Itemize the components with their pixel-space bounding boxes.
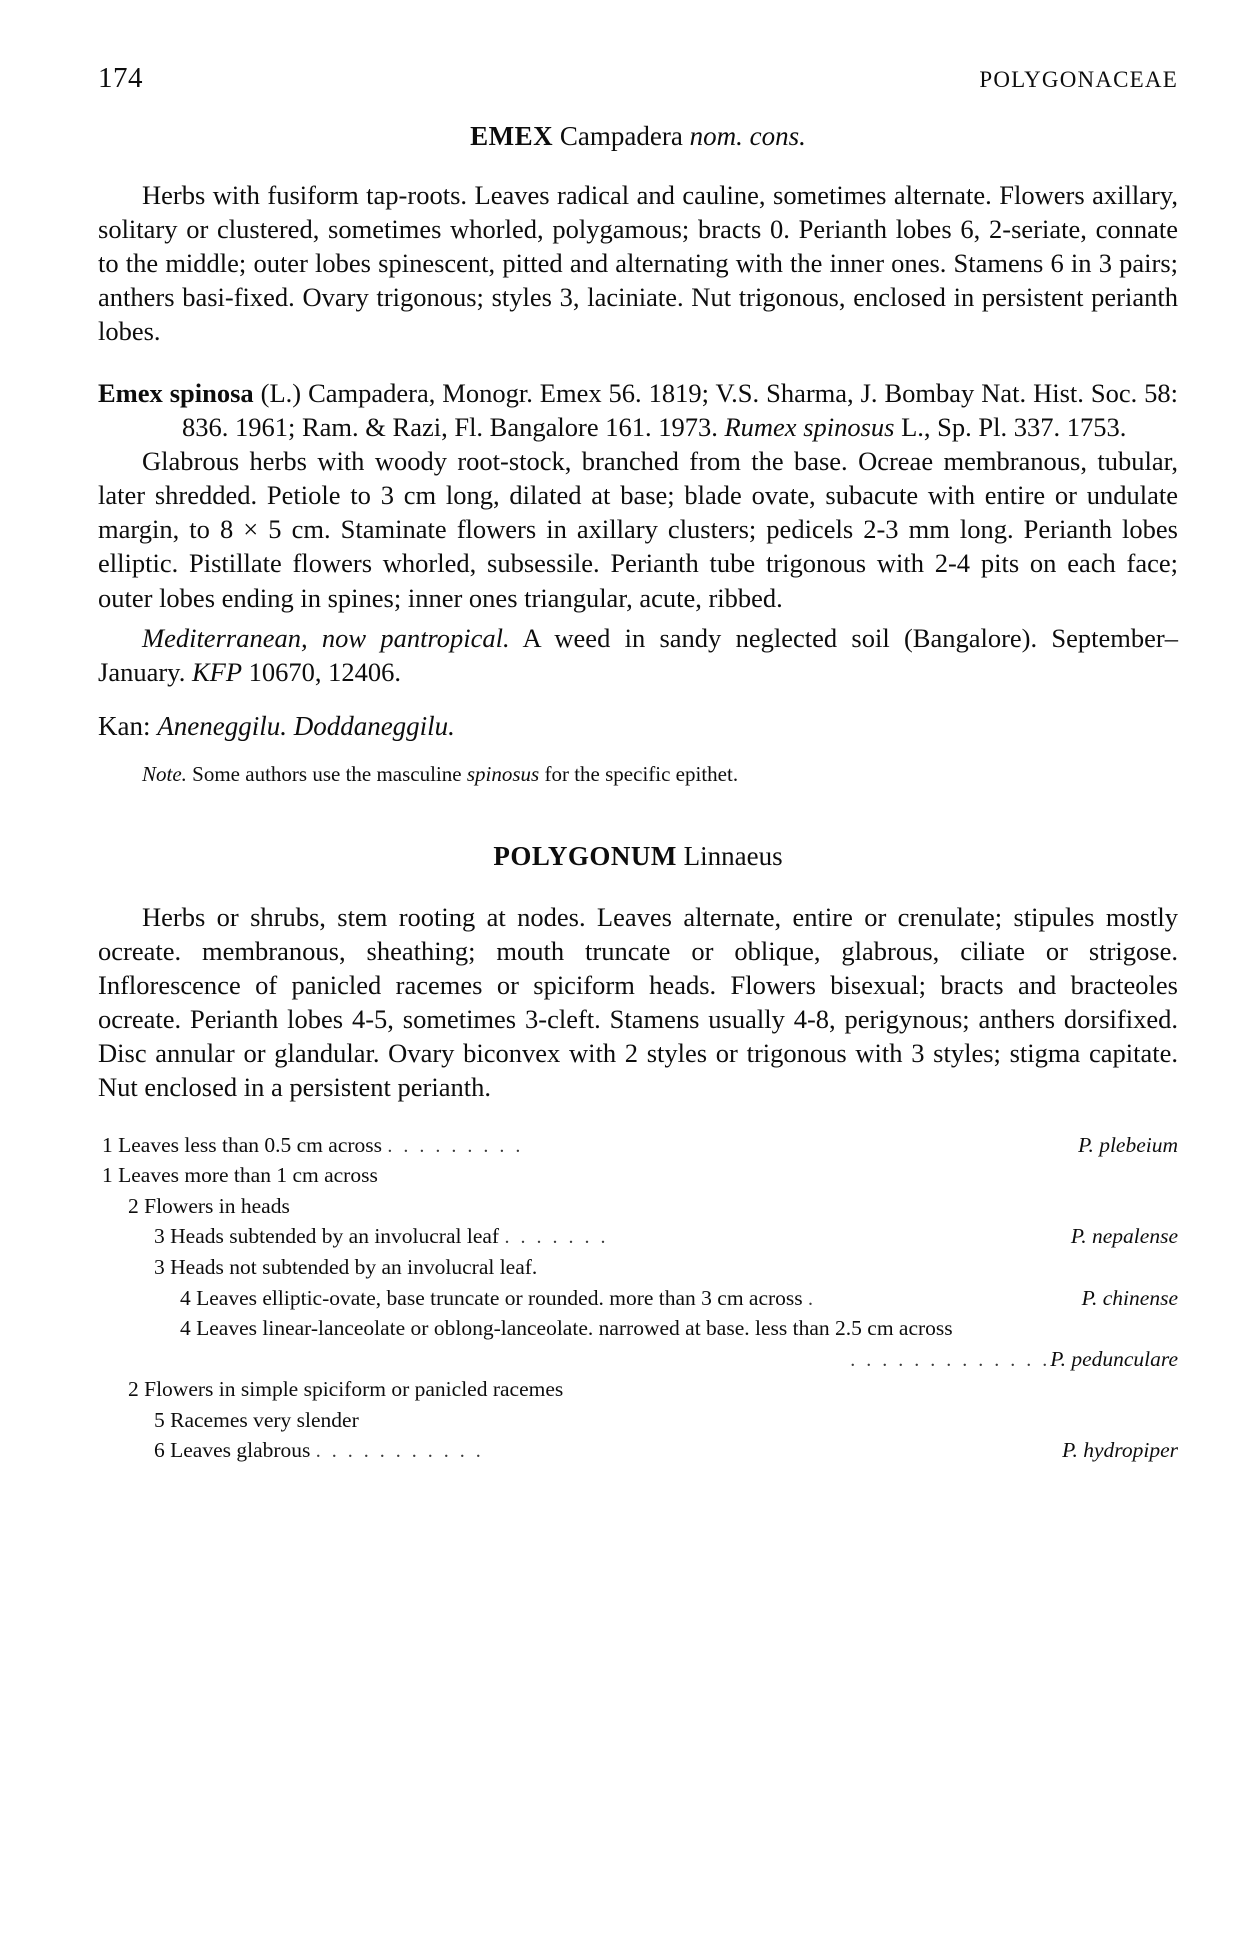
genus-heading-emex bbox=[98, 121, 1178, 152]
key-line bbox=[98, 1283, 1178, 1314]
key-line bbox=[98, 1130, 1178, 1161]
key-number: 5 bbox=[154, 1407, 165, 1432]
species-basionym-citation: L., Sp. Pl. 337. 1753. bbox=[901, 412, 1127, 443]
species-author: (L.) bbox=[260, 378, 302, 409]
key-number: 6 bbox=[154, 1438, 165, 1463]
species-distribution bbox=[98, 621, 1178, 689]
key-number: 4 bbox=[180, 1285, 191, 1310]
species-block-emex-spinosa bbox=[98, 376, 1178, 786]
genus-authority: Campadera bbox=[559, 121, 683, 151]
key-line bbox=[98, 1435, 1178, 1466]
key-line bbox=[98, 1405, 1178, 1436]
key-line bbox=[98, 1191, 1178, 1222]
collection-numbers: 10670, 12406. bbox=[248, 656, 402, 687]
key-taxon: P. plebeium bbox=[1078, 1132, 1178, 1157]
species-name: Emex spinosa bbox=[98, 378, 254, 409]
note-text-second: for the specific epithet. bbox=[544, 761, 739, 786]
species-basionym: Rumex spinosus bbox=[724, 412, 895, 443]
key-dots: . . . . . . . . . . . bbox=[315, 1440, 484, 1463]
identification-key bbox=[98, 1130, 1178, 1466]
taxonomic-note bbox=[98, 762, 1178, 787]
key-number: 1 bbox=[102, 1132, 113, 1157]
note-epithet: spinosus bbox=[466, 761, 540, 786]
vernacular-label: Kan: bbox=[98, 710, 151, 741]
key-text: Racemes very slender bbox=[170, 1407, 359, 1432]
key-text: Leaves linear-lanceolate or oblong-lanceolate. narrowed at base. less than 2.5 cm across bbox=[196, 1316, 953, 1341]
page-content bbox=[98, 62, 1178, 1466]
note-text-first: Some authors use the masculine bbox=[192, 761, 462, 786]
key-line bbox=[98, 1252, 1178, 1283]
genus-name: EMEX bbox=[470, 121, 554, 151]
key-number: 4 bbox=[180, 1316, 191, 1341]
species-heading bbox=[98, 376, 1178, 444]
page-header bbox=[98, 62, 1178, 95]
key-line bbox=[98, 1221, 1178, 1252]
genus-description-polygonum: Herbs or shrubs, stem rooting at nodes. Leaves alternate, entire or crenulate; stipules mostly ocreate. membranous, sheathing; mouth truncate or oblique, glabrous, ciliate or strigose. Inflorescence of panicled racemes or spiciform heads. Flowers bisexual; bracts and bracteoles ocreate. Perianth lobes 4-5, sometimes 3-cleft. Stamens usually 4-8, perigynous; anthers dorsifixed. Disc annular or glandular. Ovary biconvex with 2 styles or trigonous with 3 styles; stigma capitate. Nut enclosed in a persistent perianth. bbox=[98, 901, 1178, 1102]
vernacular-list: Aneneggilu. Doddaneggilu. bbox=[157, 710, 455, 741]
key-taxon: P. nepalense bbox=[1070, 1224, 1178, 1249]
key-text: Flowers in simple spiciform or panicled racemes bbox=[144, 1377, 564, 1402]
key-dots: . . . . . . . . . bbox=[387, 1134, 524, 1157]
key-dots: . . . . . . . . . . . . . bbox=[850, 1348, 1051, 1371]
key-dots: . bbox=[808, 1287, 817, 1310]
key-taxon: P. chinense bbox=[1081, 1285, 1178, 1310]
key-number: 1 bbox=[102, 1163, 113, 1188]
distribution-range: Mediterranean, now pantropical. bbox=[142, 622, 510, 653]
key-text: Leaves elliptic-ovate, base truncate or rounded. more than 3 cm across bbox=[196, 1285, 803, 1310]
species-name-wrap bbox=[98, 378, 1178, 442]
key-line bbox=[98, 1160, 1178, 1191]
key-number: 2 bbox=[128, 1193, 139, 1218]
key-number: 2 bbox=[128, 1377, 139, 1402]
genus-name: POLYGONUM bbox=[493, 840, 677, 871]
collection-code: KFP bbox=[191, 656, 243, 687]
distribution-habitat: A weed in sandy neglected soil (Bangalore). September–January. bbox=[98, 622, 1178, 687]
vernacular-names bbox=[98, 711, 1178, 742]
key-dots: . . . . . . . bbox=[504, 1226, 609, 1249]
key-text: Leaves glabrous bbox=[170, 1438, 311, 1463]
genus-description-emex: Herbs with fusiform tap-roots. Leaves radical and cauline, sometimes alternate. Flowers axillary, solitary or clustered, sometimes whorled, polygamous; bracts 0. Perianth lobes 6, 2-seriate, connate to the middle; outer lobes spinescent, pitted and alternating with the inner ones. Stamens 6 in 3 pairs; anthers basi-fixed. Ovary trigonous; styles 3, laciniate. Nut trigonous, enclosed in persistent perianth lobes. bbox=[98, 180, 1178, 347]
running-head: POLYGONACEAE bbox=[979, 67, 1178, 92]
species-description: Glabrous herbs with woody root-stock, branched from the base. Ocreae membranous, tubular, later shredded. Petiole to 3 cm long, dilated at base; blade ovate, subacute with entire or undulate margin, to 8 × 5 cm. Staminate flowers in axillary clusters; pedicels 2-3 mm long. Perianth lobes elliptic. Pistillate flowers whorled, subsessile. Perianth tube trigonous with 2-4 pits on each face; outer lobes ending in spines; inner ones triangular, acute, ribbed. bbox=[98, 446, 1178, 613]
key-text: Leaves more than 1 cm across bbox=[118, 1163, 378, 1188]
key-number: 3 bbox=[154, 1255, 165, 1279]
key-text: Heads not subtended by an involucral leaf. bbox=[170, 1255, 538, 1279]
key-number: 3 bbox=[154, 1224, 165, 1249]
genus-status: nom. cons. bbox=[689, 121, 806, 151]
key-line bbox=[98, 1313, 1178, 1344]
genus-heading-polygonum bbox=[98, 841, 1178, 872]
species-citation: Campadera, Monogr. Emex 56. 1819; V.S. Sharma, J. Bombay Nat. Hist. Soc. 58: 836. 1961; Ram. & Razi, Fl. Bangalore 161. 1973. bbox=[182, 378, 1179, 443]
key-line bbox=[98, 1374, 1178, 1405]
key-taxon: P. pedunculare bbox=[1050, 1346, 1178, 1371]
key-text: Flowers in heads bbox=[144, 1193, 290, 1218]
genus-authority: Linnaeus bbox=[683, 840, 783, 871]
page-number: 174 bbox=[98, 62, 143, 94]
key-text: Heads subtended by an involucral leaf bbox=[170, 1224, 500, 1249]
key-line-continuation bbox=[98, 1344, 1178, 1375]
key-text: Leaves less than 0.5 cm across bbox=[118, 1132, 383, 1157]
key-taxon: P. hydropiper bbox=[1062, 1438, 1178, 1463]
note-label: Note. bbox=[142, 761, 187, 786]
